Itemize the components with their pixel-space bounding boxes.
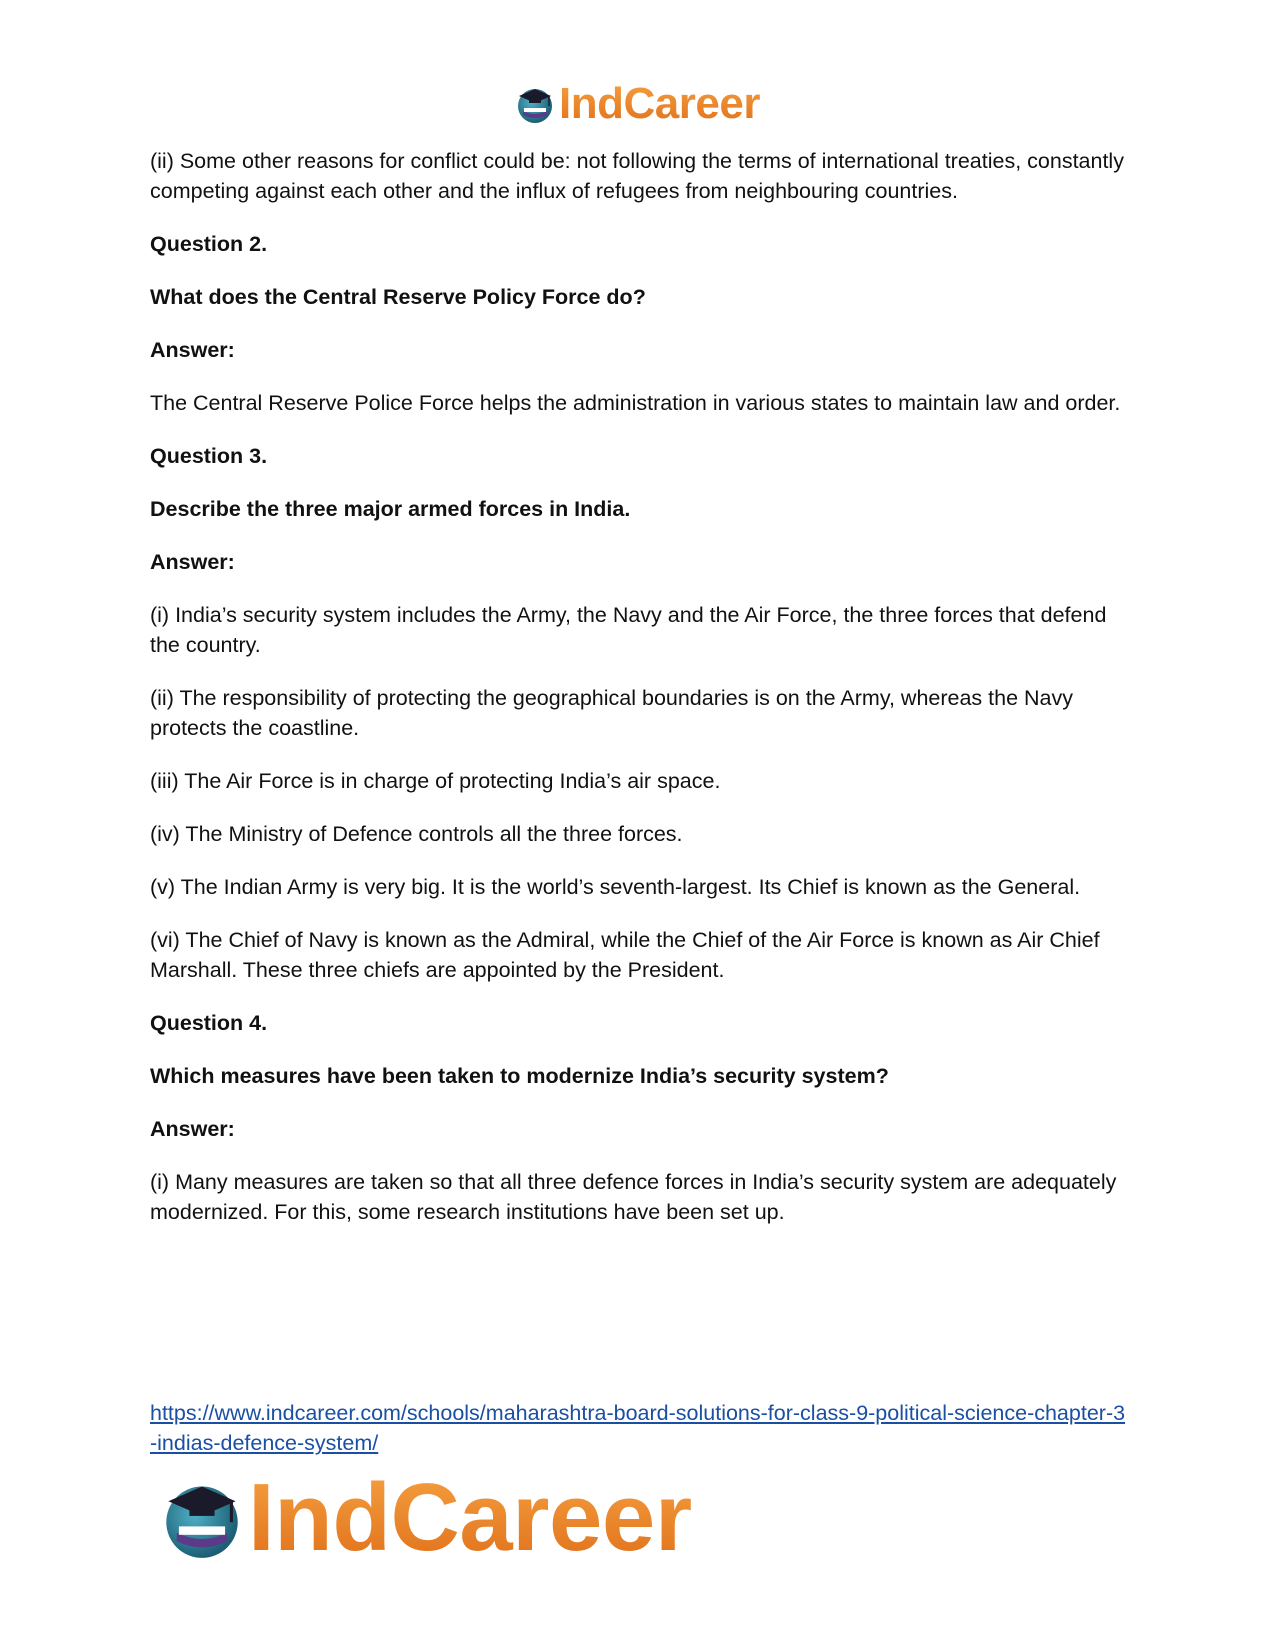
header-logo [0, 80, 1275, 128]
paragraph-conflict-reasons: (ii) Some other reasons for conflict could be: not following the terms of international treaties, constantly competing against each other and the influx of refugees from neighbouring countries. [150, 149, 1124, 203]
question-3-answer-label: Answer: [150, 550, 235, 574]
answer-point: (v) The Indian Army is very big. It is the world’s seventh-largest. Its Chief is known as the General. [150, 875, 1081, 899]
document-body [150, 146, 1125, 1250]
answer-point: (vi) The Chief of Navy is known as the Admiral, while the Chief of the Air Force is known as Air Chief Marshall. These three chiefs are appointed by the President. [150, 928, 1100, 982]
graduation-globe-icon [515, 84, 555, 124]
answer-point: (ii) The responsibility of protecting the geographical boundaries is on the Army, whereas the Navy protects the coastline. [150, 686, 1073, 740]
question-2-answer: The Central Reserve Police Force helps the administration in various states to maintain law and order. [150, 391, 1121, 415]
question-2-answer-label: Answer: [150, 338, 235, 362]
brand-logo-text: IndCareer [248, 1464, 692, 1571]
question-3-text: Describe the three major armed forces in India. [150, 497, 631, 521]
answer-point: (i) India’s security system includes the Army, the Navy and the Air Force, the three forces that defend the country. [150, 603, 1107, 657]
question-2-label: Question 2. [150, 232, 268, 256]
question-4-answer-label: Answer: [150, 1117, 235, 1141]
answer-point: (iii) The Air Force is in charge of protecting India’s air space. [150, 769, 721, 793]
source-link-block [150, 1398, 1130, 1458]
answer-point: (i) Many measures are taken so that all three defence forces in India’s security system are adequately modernized. For this, some research institutions have been set up. [150, 1170, 1117, 1224]
footer-logo [160, 1464, 692, 1571]
source-link[interactable]: https://www.indcareer.com/schools/maharashtra-board-solutions-for-class-9-political-science-chapter-3-indias-defence-system/ [150, 1401, 1126, 1455]
graduation-globe-icon [160, 1476, 244, 1560]
answer-point: (iv) The Ministry of Defence controls all the three forces. [150, 822, 683, 846]
question-4-label: Question 4. [150, 1011, 268, 1035]
question-4-text: Which measures have been taken to modernize India’s security system? [150, 1064, 889, 1088]
question-3-label: Question 3. [150, 444, 268, 468]
question-2-text: What does the Central Reserve Policy Force do? [150, 285, 646, 309]
brand-logo-text: IndCareer [559, 79, 760, 128]
